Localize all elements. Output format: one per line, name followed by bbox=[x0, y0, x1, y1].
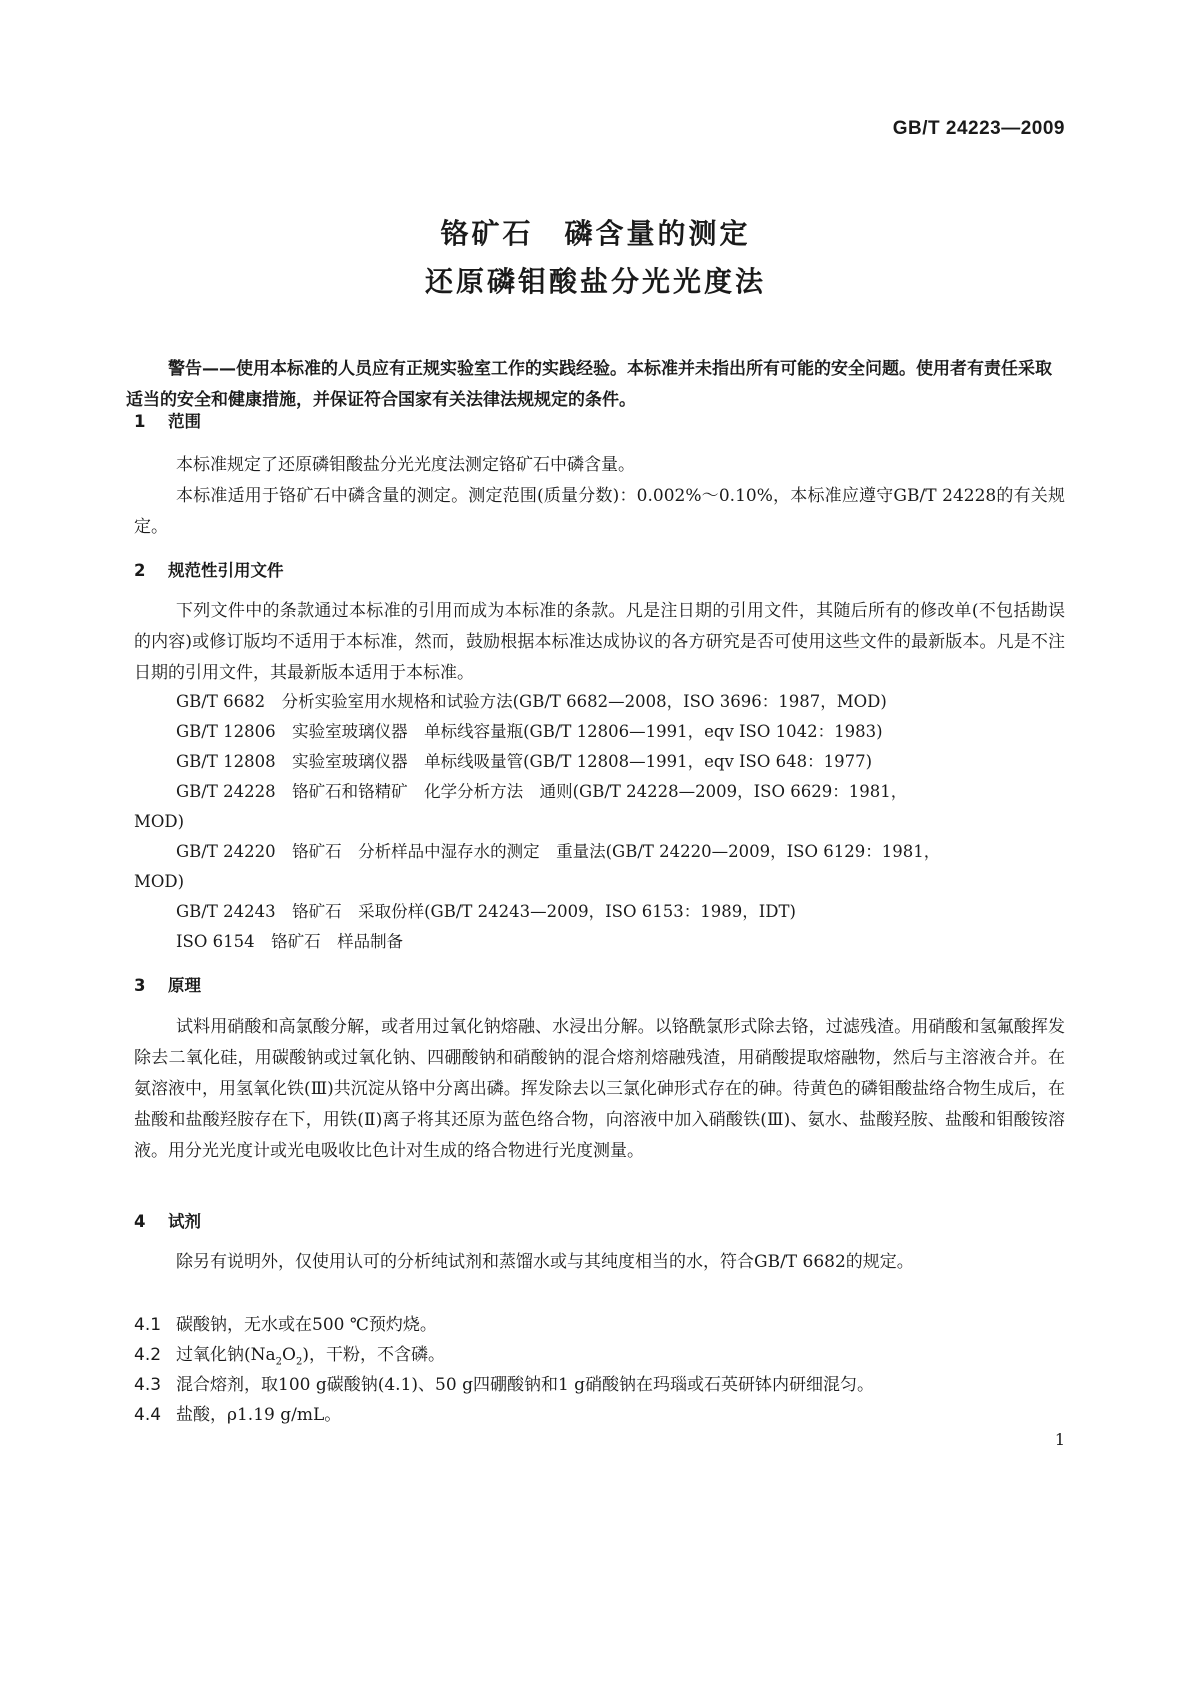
paragraph: 试料用硝酸和高氯酸分解，或者用过氧化钠熔融、水浸出分解。以铬酰氯形式除去铬，过滤残渣。用硝酸和氢氟酸挥发除去二氧化硅，用碳酸钠或过氧化钠、四硼酸钠和硝酸钠的混合熔剂熔融残渣，用硝酸提取熔融物，然后与主溶液合并。在氨溶液中，用氢氧化铁(Ⅲ)共沉淀从铬中分离出磷。挥发除去以三氯化砷形式存在的砷。待黄色的磷钼酸盐络合物生成后，在盐酸和盐酸羟胺存在下，用铁(Ⅱ)离子将其还原为蓝色络合物，向溶液中加入硝酸铁(Ⅲ)、氨水、盐酸羟胺、盐酸和钼酸铵溶液。用分光光度计或光电吸收比色计对生成的络合物进行光度测量。 bbox=[134, 1017, 1065, 1161]
paragraph: 下列文件中的条款通过本标准的引用而成为本标准的条款。凡是注日期的引用文件，其随后所有的修改单(不包括勘误的内容)或修订版均不适用于本标准，然而，鼓励根据本标准达成协议的各方研究是否可使用这些文件的最新版本。凡是不注日期的引用文件，其最新版本适用于本标准。 bbox=[134, 601, 1065, 683]
reference-item: GB/T 12808 实验室玻璃仪器 单标线吸量管(GB/T 12808—1991，eqv ISO 648：1977) bbox=[176, 752, 873, 771]
reagent-item bbox=[134, 1340, 445, 1367]
item-number: 4.4 bbox=[134, 1405, 162, 1425]
reagent-item bbox=[134, 1310, 437, 1335]
reagent-item bbox=[134, 1370, 874, 1395]
section-heading-scope bbox=[134, 408, 201, 432]
reference-item: GB/T 24220 铬矿石 分析样品中湿存水的测定 重量法(GB/T 24220—2009，ISO 6129：1981， bbox=[176, 842, 941, 861]
reference-item: GB/T 12806 实验室玻璃仪器 单标线容量瓶(GB/T 12806—1991，eqv ISO 1042：1983) bbox=[176, 722, 883, 741]
section-number: 2 bbox=[134, 561, 146, 580]
item-number: 4.1 bbox=[134, 1315, 162, 1335]
item-text: 碳酸钠，无水或在500 ℃预灼烧。 bbox=[176, 1315, 437, 1335]
section-number: 4 bbox=[134, 1212, 146, 1231]
item-number: 4.3 bbox=[134, 1375, 162, 1395]
reference-item-continued: MOD) bbox=[134, 812, 185, 831]
doc-title-line1: 铬矿石 磷含量的测定 bbox=[440, 217, 751, 250]
item-text: 盐酸，ρ1.19 g/mL。 bbox=[176, 1405, 342, 1425]
section-title: 规范性引用文件 bbox=[168, 561, 284, 580]
section-title: 范围 bbox=[168, 412, 201, 431]
paragraph: 除另有说明外，仅使用认可的分析纯试剂和蒸馏水或与其纯度相当的水，符合GB/T 6682的规定。 bbox=[176, 1252, 914, 1272]
section-title: 试剂 bbox=[168, 1212, 201, 1231]
reference-item: GB/T 6682 分析实验室用水规格和试验方法(GB/T 6682—2008，ISO 3696：1987，MOD) bbox=[176, 692, 887, 711]
reference-item: GB/T 24243 铬矿石 采取份样(GB/T 24243—2009，ISO 6153：1989，IDT) bbox=[176, 902, 796, 921]
section-number: 3 bbox=[134, 976, 146, 995]
reference-item: GB/T 24228 铬矿石和铬精矿 化学分析方法 通则(GB/T 24228—2009，ISO 6629：1981， bbox=[176, 782, 908, 801]
section-number: 1 bbox=[134, 412, 146, 431]
paragraph: 本标准适用于铬矿石中磷含量的测定。测定范围(质量分数)：0.002%～0.10%，本标准应遵守GB/T 24228的有关规定。 bbox=[134, 486, 1065, 537]
reference-item-continued: MOD) bbox=[134, 872, 185, 891]
item-text: 过氧化钠$(Na_2O_2)$，干粉，不含磷。 bbox=[176, 1345, 445, 1368]
section-title: 原理 bbox=[168, 976, 201, 995]
doc-title-line2: 还原磷钼酸盐分光光度法 bbox=[424, 265, 766, 298]
section-heading-reagents bbox=[134, 1208, 201, 1232]
page-number: 1 bbox=[1054, 1430, 1065, 1449]
section-heading-principle bbox=[134, 972, 201, 996]
item-number: 4.2 bbox=[134, 1345, 162, 1365]
warning-paragraph: 警告——使用本标准的人员应有正规实验室工作的实践经验。本标准并未指出所有可能的安全问题。使用者有责任采取适当的安全和健康措施，并保证符合国家有关法律法规规定的条件。 bbox=[126, 359, 1052, 410]
reference-item: ISO 6154 铬矿石 样品制备 bbox=[176, 932, 404, 951]
paragraph: 本标准规定了还原磷钼酸盐分光光度法测定铬矿石中磷含量。 bbox=[176, 455, 635, 475]
section-heading-references bbox=[134, 557, 284, 581]
item-text: 混合熔剂，取100 g碳酸钠(4.1)、50 g四硼酸钠和1 g硝酸钠在玛瑙或石英研钵内研细混匀。 bbox=[176, 1375, 875, 1395]
reagent-item bbox=[134, 1400, 341, 1425]
standard-number: GB/T 24223—2009 bbox=[892, 118, 1065, 139]
